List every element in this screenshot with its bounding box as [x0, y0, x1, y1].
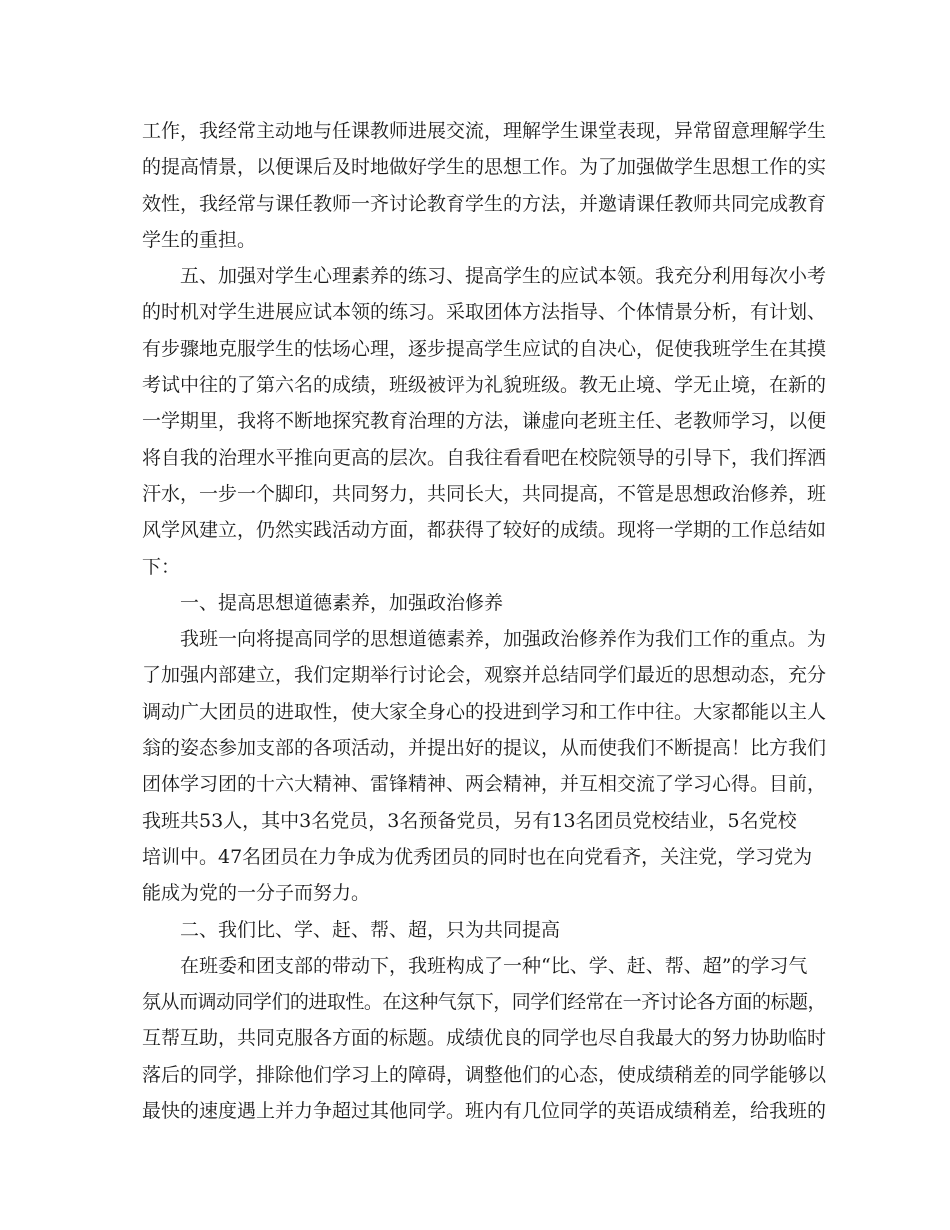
- text-line: 培训中。47名团员在力争成为优秀团员的同时也在向党看齐，关注党，学习党为: [142, 845, 813, 868]
- text-line: 风学风建立，仍然实践活动方面，都获得了较好的成绩。现将一学期的工作总结如: [142, 519, 827, 542]
- text-line: 下：: [142, 555, 181, 578]
- text-line: 有步骤地克服学生的怯场心理，逐步提高学生应试的自决心，促使我班学生在其摸: [142, 337, 827, 360]
- text-line: 汗水，一步一个脚印，共同努力，共同长大，共同提高，不管是思想政治修养，班: [142, 482, 827, 505]
- text-line: 的时机对学生进展应试本领的练习。采取团体方法指导、个体情景分析，有计划、: [142, 301, 827, 324]
- document-body: [142, 113, 826, 1129]
- text-line: 落后的同学，排除他们学习上的障碍，调整他们的心态，使成绩稍差的同学能够以: [142, 1063, 827, 1086]
- text-line: 我班一向将提高同学的思想道德素养，加强政治修养作为我们工作的重点。为: [142, 628, 827, 651]
- text-line: 一学期里，我将不断地探究教育治理的方法，谦虚向老班主任、老教师学习，以便: [142, 410, 827, 433]
- text-line: 能成为党的一分子而努力。: [142, 882, 371, 905]
- section-heading: 二、我们比、学、赶、帮、超，只为共同提高: [142, 918, 561, 941]
- text-line: 最快的速度遇上并力争超过其他同学。班内有几位同学的英语成绩稍差，给我班的: [142, 1100, 827, 1123]
- section-heading: 一、提高思想道德素养，加强政治修养: [142, 591, 504, 614]
- text-line: 我班共53人，其中3名党员，3名预备党员，另有13名团员党校结业，5名党校: [142, 809, 797, 832]
- text-line: 氛从而调动同学们的进取性。在这种气氛下，同学们经常在一齐讨论各方面的标题，: [142, 991, 826, 1014]
- text-line: 的提高情景，以便课后及时地做好学生的思想工作。为了加强做学生思想工作的实: [142, 156, 827, 179]
- text-line: 了加强内部建立，我们定期举行讨论会，观察并总结同学们最近的思想动态，充分: [142, 664, 827, 687]
- text-line: 翁的姿态参加支部的各项活动，并提出好的提议，从而使我们不断提高！比方我们: [142, 737, 827, 760]
- text-line: 调动广大团员的进取性，使大家全身心的投进到学习和工作中往。大家都能以主人: [142, 700, 827, 723]
- text-line: 互帮互助，共同克服各方面的标题。成绩优良的同学也尽自我最大的努力协助临时: [142, 1027, 827, 1050]
- text-line: 五、加强对学生心理素养的练习、提高学生的应试本领。我充分利用每次小考: [142, 265, 827, 288]
- text-line: 工作，我经常主动地与任课教师进展交流，理解学生课堂表现，异常留意理解学生: [142, 120, 827, 142]
- text-line: 在班委和团支部的带动下，我班构成了一种“比、学、赶、帮、超”的学习气: [142, 954, 808, 977]
- text-line: 考试中往的了第六名的成绩，班级被评为礼貌班级。教无止境、学无止境，在新的: [142, 374, 827, 397]
- text-line: 学生的重担。: [142, 228, 257, 251]
- text-line: 效性，我经常与课任教师一齐讨论教育学生的方法，并邀请课任教师共同完成教育: [142, 192, 827, 215]
- text-line: 团体学习团的十六大精神、雷锋精神、两会精神，并互相交流了学习心得。目前，: [142, 773, 827, 796]
- text-line: 将自我的治理水平推向更高的层次。自我往看看吧在校院领导的引导下，我们挥洒: [142, 446, 827, 469]
